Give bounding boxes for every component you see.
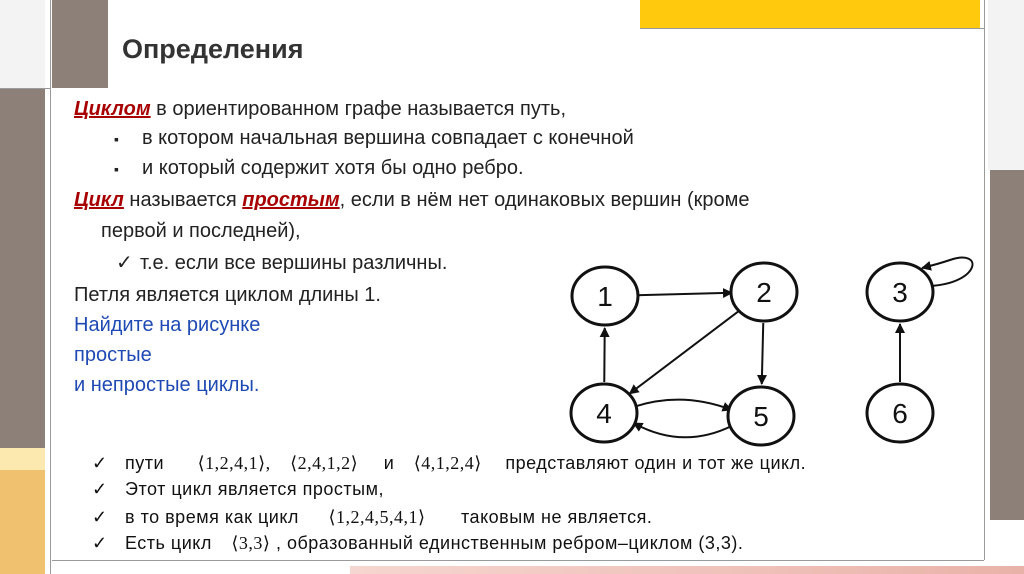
node-label: 2 bbox=[756, 277, 772, 308]
note-text: Есть цикл bbox=[125, 533, 212, 553]
path-notation: ⟨3,3⟩ bbox=[231, 533, 271, 553]
bullet-text: в котором начальная вершина совпадает с конечной bbox=[142, 127, 634, 149]
bullet-icon: ▪ bbox=[114, 161, 119, 177]
checkmark-icon: ✓ bbox=[92, 453, 108, 473]
graph-edge bbox=[762, 323, 763, 384]
term-simple: простым bbox=[242, 189, 340, 211]
note-text: пути bbox=[125, 453, 165, 473]
path-notation: ⟨1,2,4,5,4,1⟩ bbox=[328, 507, 426, 527]
graph-node bbox=[867, 263, 933, 321]
note-text: Этот цикл является простым, bbox=[125, 479, 384, 499]
graph-edge bbox=[636, 293, 732, 295]
checkmark-icon: ✓ bbox=[92, 533, 108, 553]
node-label: 3 bbox=[892, 277, 908, 308]
note-text: в то время как цикл bbox=[125, 507, 299, 527]
definition-text: называется bbox=[123, 189, 243, 211]
task-text: простые bbox=[74, 344, 152, 366]
graph-node bbox=[571, 384, 637, 442]
graph-node bbox=[731, 263, 797, 321]
graph-node bbox=[867, 384, 933, 442]
graph-edge bbox=[633, 423, 731, 437]
node-label: 1 bbox=[597, 281, 613, 312]
term-cycle: Цикл bbox=[74, 189, 124, 211]
checkmark-icon: ✓ bbox=[92, 479, 108, 499]
note-text: таковым не является. bbox=[461, 507, 653, 527]
task-text: Найдите на рисунке bbox=[74, 314, 261, 336]
node-label: 6 bbox=[892, 398, 908, 429]
node-label: 4 bbox=[596, 398, 612, 429]
checkmark-icon: ✓ bbox=[92, 507, 108, 527]
loop-definition: Петля является циклом длины 1. bbox=[74, 284, 381, 306]
definition-text: , если в нём нет одинаковых вершин (кроме bbox=[339, 189, 750, 211]
note-line bbox=[125, 506, 652, 528]
bullet-text: и который содержит хотя бы одно ребро. bbox=[142, 157, 524, 179]
note-line bbox=[125, 532, 743, 554]
note-text: , образованный единственным ребром–циклом (3,3). bbox=[275, 533, 744, 553]
definition-text: в ориентированном графе называется путь, bbox=[150, 98, 567, 120]
definition-text: первой и последней), bbox=[101, 220, 301, 242]
path-notation: ⟨2,4,1,2⟩ bbox=[290, 453, 359, 473]
graph-node bbox=[728, 387, 794, 445]
note-text: представляют один и тот же цикл. bbox=[505, 453, 807, 473]
node-label: 5 bbox=[753, 401, 769, 432]
checkmark-icon: ✓ bbox=[116, 252, 133, 274]
path-notation: ⟨4,1,2,4⟩ bbox=[413, 453, 482, 473]
graph-node bbox=[572, 267, 638, 325]
graph-edge bbox=[633, 400, 731, 410]
term-cycle: Циклом bbox=[74, 98, 151, 120]
note-line bbox=[125, 452, 806, 474]
page-title: Определения bbox=[122, 34, 304, 64]
path-notation: ⟨1,2,4,1⟩, bbox=[197, 453, 271, 473]
bullet-icon: ▪ bbox=[114, 131, 119, 147]
note-text: и bbox=[383, 453, 395, 473]
check-text: т.е. если все вершины различны. bbox=[140, 252, 448, 274]
graph-edge bbox=[630, 311, 740, 394]
task-text: и непростые циклы. bbox=[74, 374, 260, 396]
